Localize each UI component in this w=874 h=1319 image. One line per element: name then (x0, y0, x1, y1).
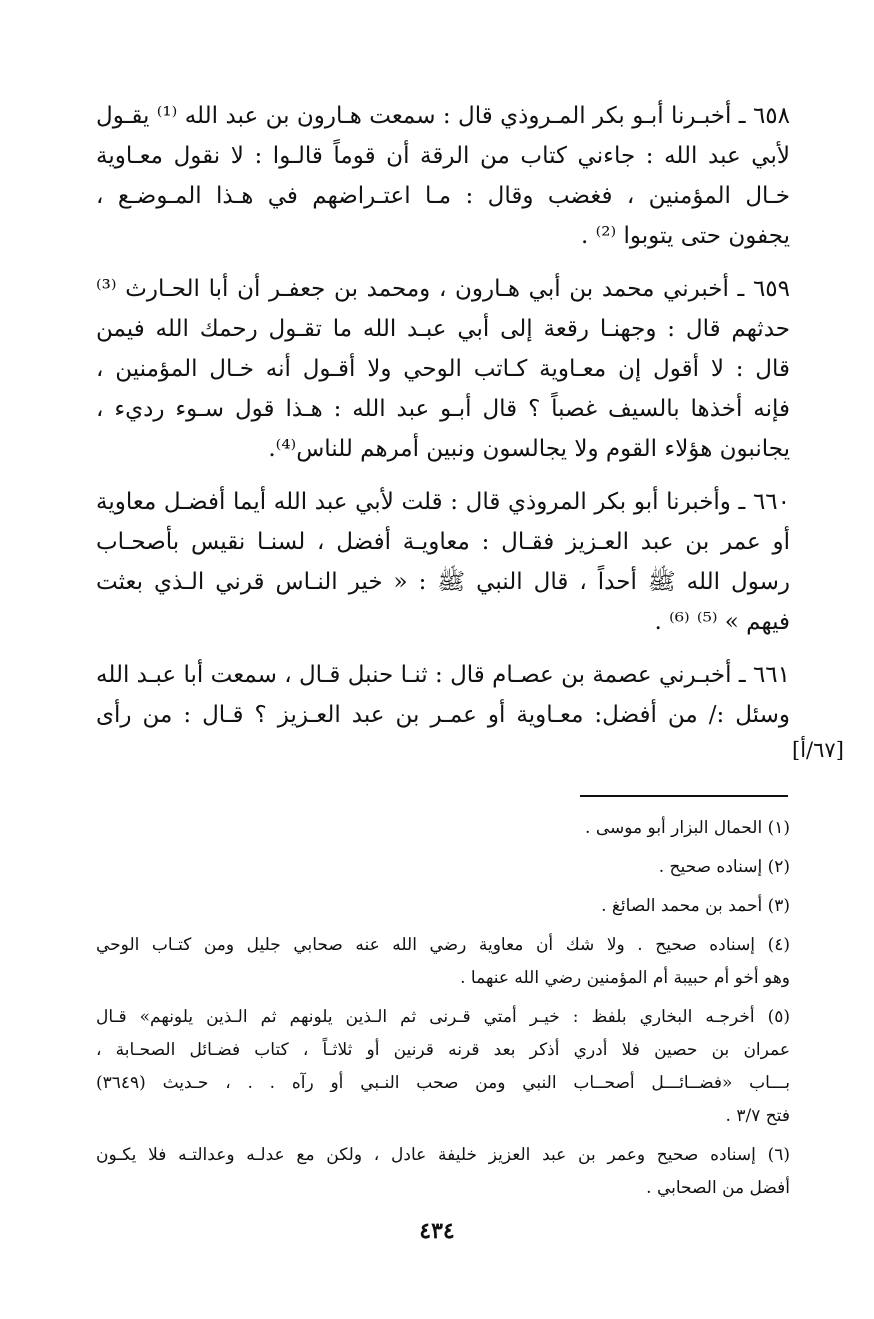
footnote-line: (٦) إسناده صحيح وعمر بن عبد العزيز خليفة عادل ، ولكن مع عدلـه وعدالتـه فلا يكـون (96, 1145, 790, 1165)
text-line: يجانبون هؤلاء القوم ولا يجالسون ونبين أمرهم للناس⁽⁴⁾. (268, 436, 790, 462)
text-line: ٦٥٩ ـ أخبرني محمد بن أبي هـارون ، ومحمد بن جعفـر أن أبا الحـارث ⁽³⁾ (96, 276, 790, 302)
footnote-1 (96, 812, 790, 845)
text-line: ٦٥٨ ـ أخبـرنا أبـو بكر المـروذي قال : سمعت هـارون بن عبد الله ⁽¹⁾ يقـول (96, 103, 790, 129)
footnote-line: (٣) أحمد بن محمد الصائغ . (601, 896, 790, 916)
text-line: وسئل :/ من أفضل: معـاوية أو عمـر بن عبد العـزيز ؟ قـال : من رأى (96, 702, 790, 728)
footnote-line: (٥) أخرجـه البخاري بلفظ : خيـر أمتي قـرنى ثم الـذين يلونهم ثم الـذين يلونهم» قـال (96, 1007, 790, 1027)
footnote-line: عمران بن حصين فلا أدري أذكر بعد قرنه قرنين أو ثلاثـاً ، كتاب فضـائل الصحـابة ، (96, 1040, 790, 1060)
footnote-line: أفضل من الصحابي . (646, 1178, 790, 1198)
text-line: ٦٦٠ ـ وأخبرنا أبو بكر المروذي قال : قلت لأبي عبد الله أيما أفضـل معاوية (96, 489, 790, 515)
footnote-line: فتح ٣/٧ . (725, 1106, 790, 1126)
text-line: ٦٦١ ـ أخبـرني عصمة بن عصـام قال : ثنـا حنبل قـال ، سمعت أبا عبـد الله (96, 662, 790, 688)
footnote-2 (96, 851, 790, 884)
footnote-separator (580, 795, 788, 797)
footnote-line: (٢) إسناده صحيح . (658, 857, 790, 877)
text-line: يجفون حتى يتوبوا ⁽²⁾ . (581, 223, 790, 249)
paragraph-661 (96, 655, 790, 735)
paragraph-660 (96, 482, 790, 642)
footnote-line: (١) الحمال البزار أبو موسى . (585, 818, 790, 838)
footnote-3 (96, 890, 790, 923)
footnote-line: وهو أخو أم حبيبة أم المؤمنين رضي الله عنهما . (460, 968, 790, 988)
text-line: أو عمر بن عبد العـزيز فقـال : معاويـة أفضل ، لسنـا نقيس بأصحـاب (96, 529, 790, 555)
footnote-5 (96, 1001, 790, 1133)
text-line: رسول الله ﷺ أحداً ، قال النبي ﷺ : « خير النـاس قرني الـذي بعثت (96, 569, 790, 595)
paragraph-659 (96, 269, 790, 469)
text-line: قال : لا أقول إن معـاوية كـاتب الوحي ولا أقـول أنه خـال المؤمنين ، (96, 356, 790, 382)
paragraph-658 (96, 96, 790, 256)
footnote-line: (٤) إسناده صحيح . ولا شك أن معاوية رضي الله عنه صحابي جليل ومن كتـاب الوحي (96, 935, 790, 955)
text-line: لأبي عبد الله : جاءني كتاب من الرقة أن قوماً قالـوا : لا نقول معـاوية (96, 143, 790, 169)
main-text (96, 96, 790, 748)
text-line: حدثهم قال : وجهنـا رقعة إلى أبي عبـد الله ما تقـول رحمك الله فيمن (96, 316, 790, 342)
text-line: خـال المؤمنين ، فغضب وقال : مـا اعتـراضهم في هـذا المـوضـع ، (96, 183, 790, 209)
footnote-4 (96, 929, 790, 995)
manuscript-folio-reference: [٦٧/أ] (792, 738, 844, 762)
footnotes (96, 812, 790, 1211)
page-number: ٤٣٤ (419, 1218, 455, 1244)
text-line: فيهم » ⁽⁵⁾ ⁽⁶⁾ . (654, 609, 790, 635)
footnote-line: بـــاب «فضــائـــل أصحــاب النبي ومن صحب النـبي أو رآه . . ، حـديث (٣٦٤٩) (96, 1073, 790, 1093)
footnote-6 (96, 1139, 790, 1205)
text-line: فإنه أخذها بالسيف غصباً ؟ قال أبـو عبد الله : هـذا قول سـوء رديء ، (96, 396, 790, 422)
